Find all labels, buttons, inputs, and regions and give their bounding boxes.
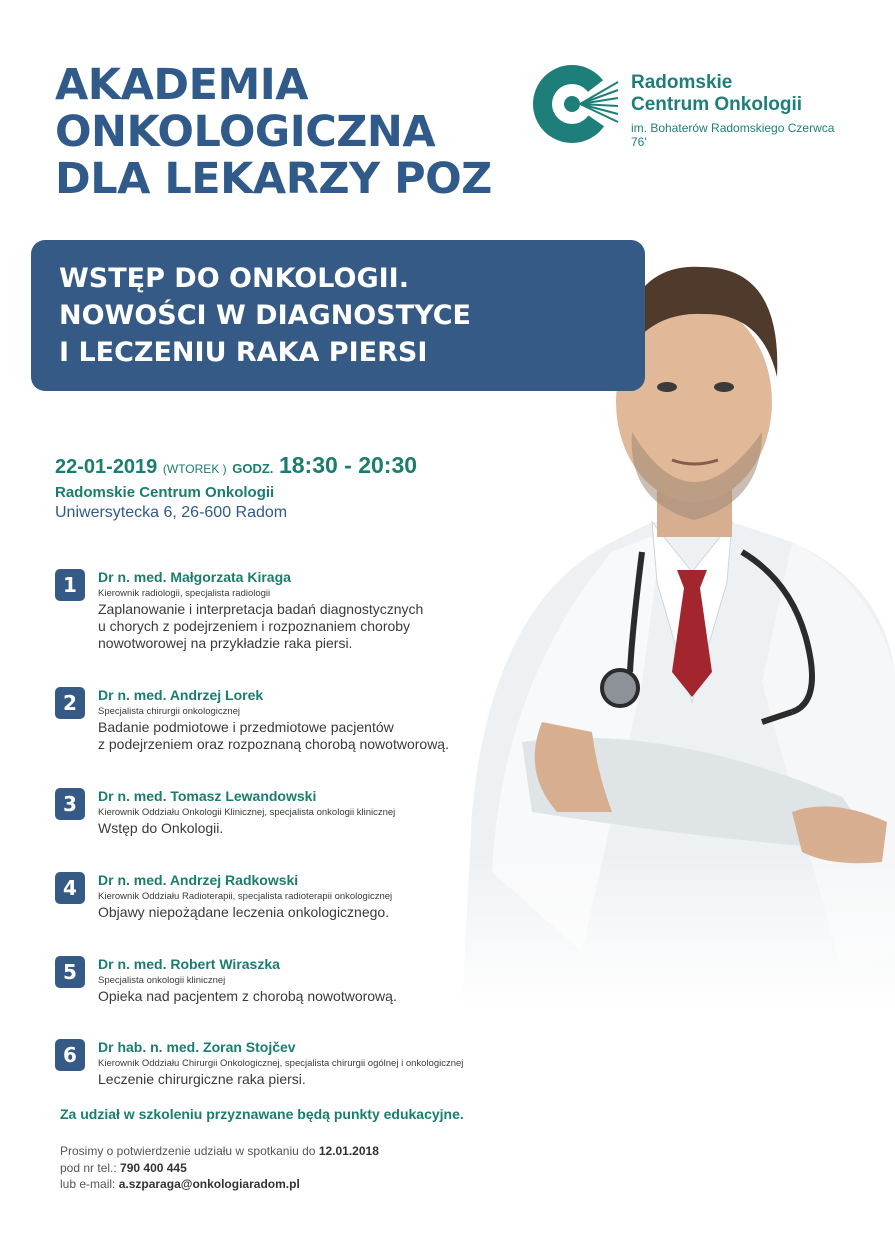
title-line-3: DLA LEKARZY POZ bbox=[55, 154, 492, 204]
speaker-topic-line: Leczenie chirurgiczne raka piersi. bbox=[98, 1071, 306, 1087]
rco-logo bbox=[532, 62, 852, 149]
speaker-topic-line: nowotworowej na przykładzie raka piersi. bbox=[98, 635, 353, 651]
speaker-name: Dr n. med. Andrzej Lorek bbox=[98, 687, 264, 703]
speaker-name: Dr n. med. Robert Wiraszka bbox=[98, 956, 280, 972]
title-line-2: ONKOLOGICZNA bbox=[55, 107, 436, 157]
speaker-role: Kierownik Oddziału Onkologii Klinicznej, specjalista onkologii klinicznej bbox=[98, 807, 396, 818]
email-line bbox=[60, 1176, 379, 1193]
speaker-name: Dr n. med. Tomasz Lewandowski bbox=[98, 788, 317, 804]
banner-line-1: WSTĘP DO ONKOLOGII. bbox=[59, 263, 409, 294]
speaker-number: 3 bbox=[55, 788, 85, 820]
speaker-topic-line: Wstęp do Onkologii. bbox=[98, 820, 224, 836]
title-line-1: AKADEMIA bbox=[55, 60, 309, 110]
event-address: Uniwersytecka 6, 26-600 Radom bbox=[55, 504, 288, 521]
speaker-role: Specjalista chirurgii onkologicznej bbox=[98, 706, 241, 717]
speaker-role: Kierownik Oddziału Radioterapii, specjalista radioterapii onkologicznej bbox=[98, 891, 393, 902]
speaker-number: 1 bbox=[55, 569, 85, 601]
phone-label: pod nr tel.: bbox=[60, 1160, 117, 1175]
phone-number: 790 400 445 bbox=[120, 1160, 187, 1175]
speaker-topic-line: z podejrzeniem oraz rozpoznaną chorobą nowotworową. bbox=[98, 736, 449, 752]
speaker-name: Dr n. med. Małgorzata Kiraga bbox=[98, 569, 291, 585]
speaker-topic-line: Zaplanowanie i interpretacja badań diagnostycznych bbox=[98, 601, 424, 617]
logo-text bbox=[631, 72, 852, 149]
speaker-role: Kierownik Oddziału Chirurgii Onkologicznej, specjalista chirurgii ogólnej i onkologicznej bbox=[98, 1058, 464, 1069]
logo-line-2: Centrum Onkologii bbox=[631, 94, 802, 115]
event-time: 18:30 - 20:30 bbox=[278, 452, 418, 478]
confirm-text: Prosimy o potwierdzenie udziału w spotkaniu do bbox=[60, 1144, 316, 1158]
speaker-number: 4 bbox=[55, 872, 85, 904]
event-info bbox=[55, 452, 417, 522]
event-weekday: (WTOREK ) bbox=[162, 462, 227, 476]
speaker-topic-line: Badanie podmiotowe i przedmiotowe pacjentów bbox=[98, 719, 394, 735]
speaker-topic-line: Objawy niepożądane leczenia onkologicznego. bbox=[98, 904, 390, 920]
banner-text bbox=[59, 260, 471, 371]
logo-line-3: im. Bohaterów Radomskiego Czerwca 76' bbox=[631, 121, 835, 149]
logo-line-1: Radomskie bbox=[631, 72, 733, 93]
speaker-name: Dr hab. n. med. Zoran Stojčev bbox=[98, 1039, 296, 1055]
speaker-number: 5 bbox=[55, 956, 85, 988]
confirm-date: 12.01.2018 bbox=[318, 1144, 379, 1158]
event-date: 22-01-2019 bbox=[55, 456, 158, 478]
speaker-role: Specjalista onkologii klinicznej bbox=[98, 975, 226, 986]
event-venue: Radomskie Centrum Onkologii bbox=[55, 484, 275, 501]
email-link[interactable]: a.szparaga@onkologiaradom.pl bbox=[118, 1177, 300, 1191]
poster-title bbox=[55, 62, 492, 203]
event-hour-label: GODZ. bbox=[232, 461, 274, 476]
email-label: lub e-mail: bbox=[60, 1177, 116, 1191]
event-dateline bbox=[55, 452, 417, 479]
speaker-number: 2 bbox=[55, 687, 85, 719]
contact-info bbox=[60, 1143, 379, 1193]
banner-line-2: NOWOŚCI W DIAGNOSTYCE bbox=[59, 300, 471, 331]
speaker-topic-line: u chorych z podejrzeniem i rozpoznaniem choroby bbox=[98, 618, 411, 634]
confirm-line bbox=[60, 1143, 379, 1160]
speaker-number: 6 bbox=[55, 1039, 85, 1071]
education-points-note: Za udział w szkoleniu przyznawane będą punkty edukacyjne. bbox=[60, 1106, 464, 1122]
speaker-topic-line: Opieka nad pacjentem z chorobą nowotworową. bbox=[98, 988, 397, 1004]
speaker-name: Dr n. med. Andrzej Radkowski bbox=[98, 872, 299, 888]
phone-line bbox=[60, 1160, 379, 1177]
banner-line-3: I LECZENIU RAKA PIERSI bbox=[59, 337, 428, 368]
topic-banner bbox=[31, 240, 645, 391]
speaker-role: Kierownik radiologii, specjalista radiologii bbox=[98, 588, 271, 599]
rco-logo-icon bbox=[532, 62, 622, 146]
